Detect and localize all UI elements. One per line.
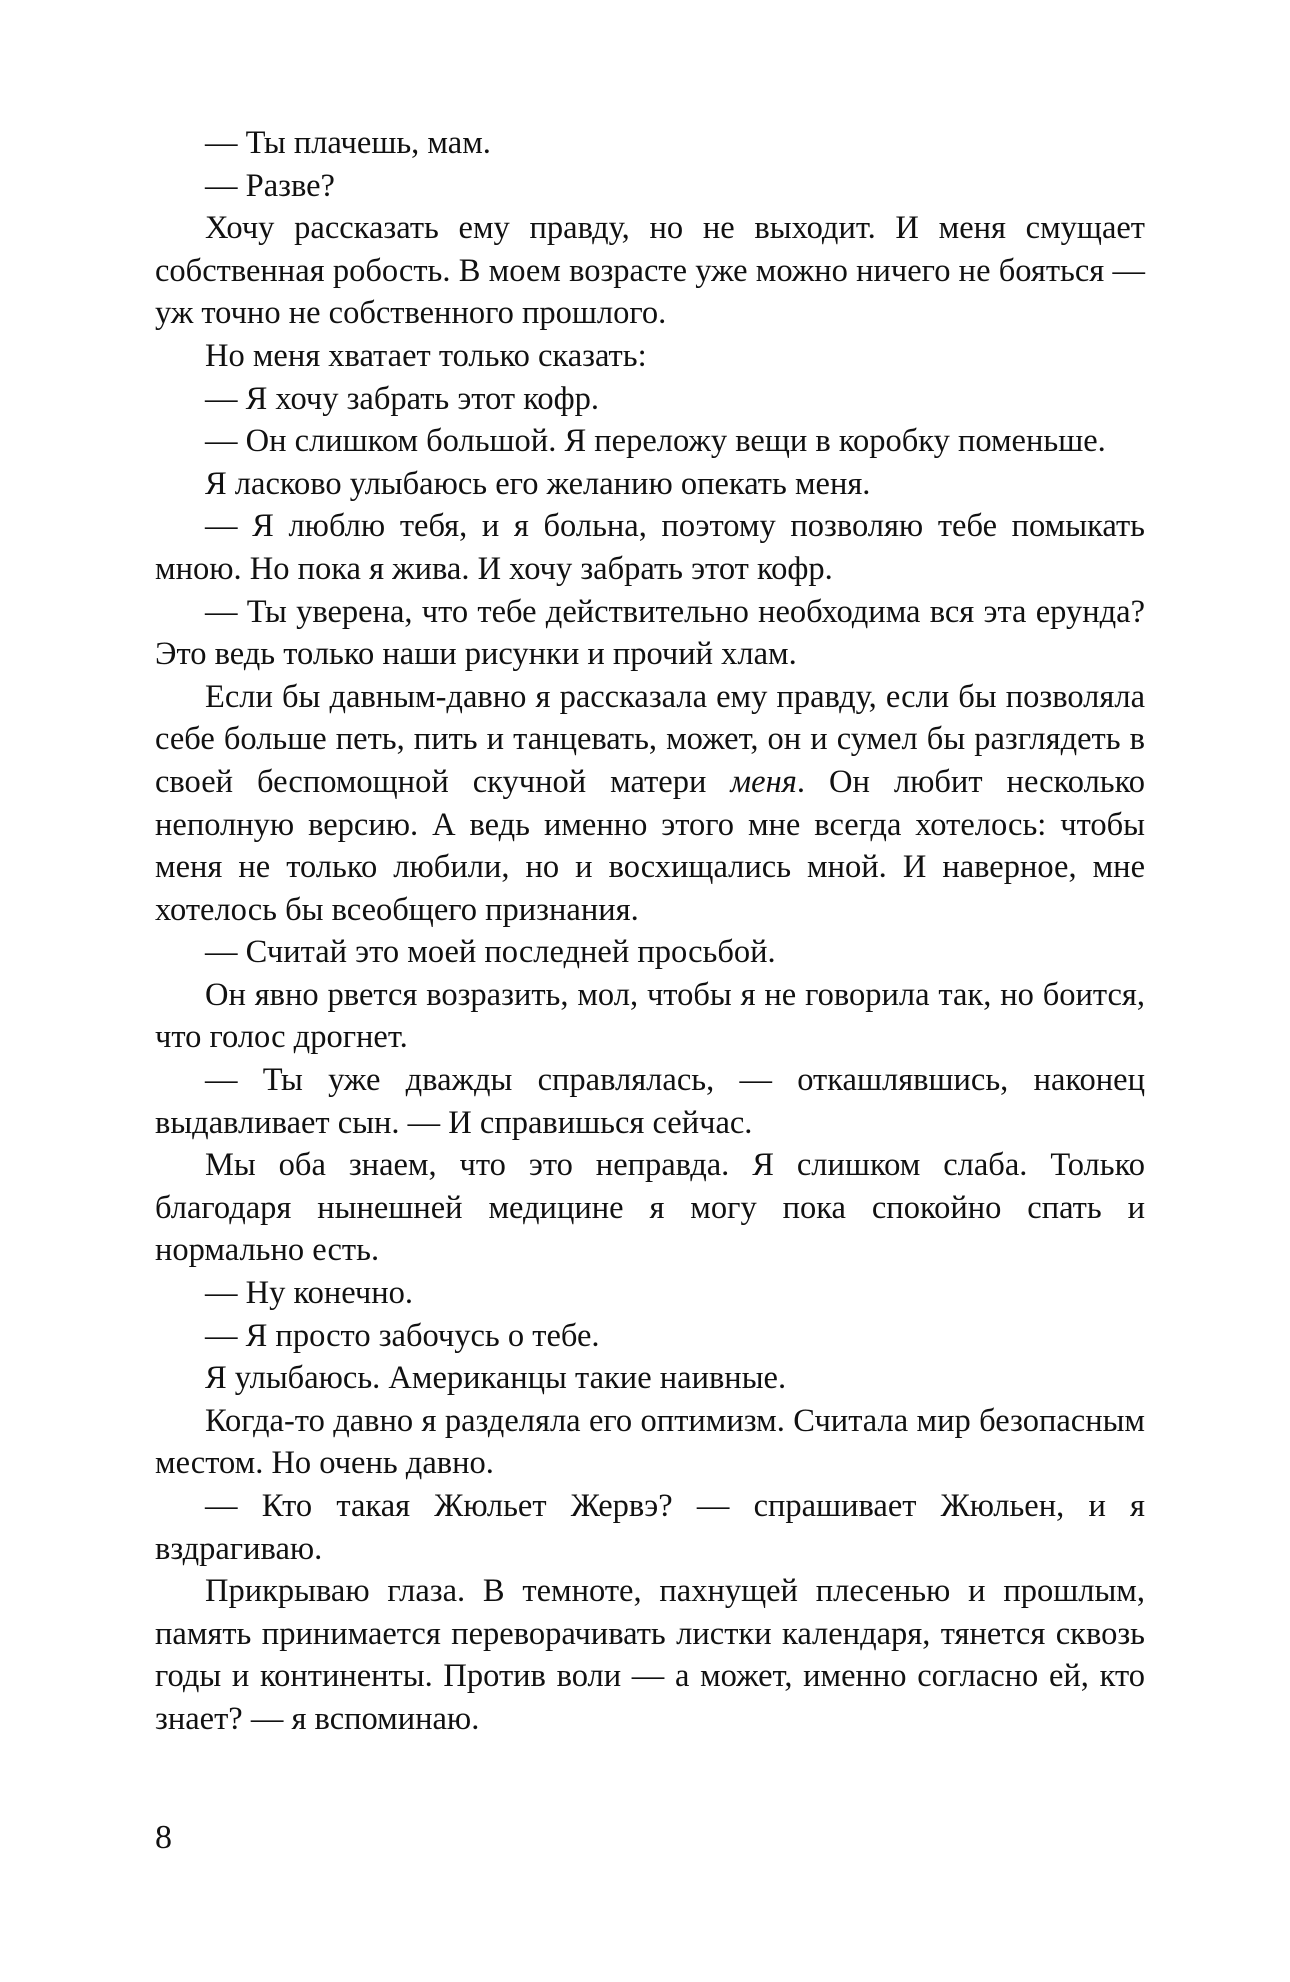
paragraph-4: Но меня хватает только сказать:: [205, 337, 647, 374]
paragraph-20: Прикрываю глаза. В темноте, пахнущей плесенью и прошлым, память принимается переворачивать листки календаря, тянется сквозь годы и континенты. Против воли — а может, именно согласно ей, кто знает? — я вспоминаю.: [155, 1573, 1145, 1737]
paragraph-18: Когда-то давно я разделяла его оптимизм. Считала мир безопасным местом. Но очень давно.: [155, 1402, 1145, 1482]
body-text: [155, 122, 1145, 1741]
paragraph-2: — Разве?: [205, 167, 335, 204]
paragraph-9: — Ты уверена, что тебе действительно необходима вся эта ерунда? Это ведь только наши рисунки и прочий хлам.: [155, 593, 1145, 673]
paragraph-14: Мы оба знаем, что это неправда. Я слишком слаба. Только благодаря нынешней медицине я могу пока спокойно спать и нормально есть.: [155, 1147, 1145, 1269]
paragraph-10-italic-word: меня: [730, 763, 797, 800]
paragraph-1: — Ты плачешь, мам.: [205, 125, 491, 161]
paragraph-5: — Я хочу забрать этот кофр.: [205, 380, 600, 417]
paragraph-3: Хочу рассказать ему правду, но не выходит. И меня смущает собственная робость. В моем возрасте уже можно ничего не бояться — уж точно не собственного прошлого.: [155, 210, 1145, 332]
paragraph-12: Он явно рвется возразить, мол, чтобы я не говорила так, но боится, что голос дрогнет.: [155, 976, 1145, 1056]
paragraph-11: — Считай это моей последней просьбой.: [205, 934, 776, 971]
paragraph-7: Я ласково улыбаюсь его желанию опекать меня.: [205, 465, 871, 502]
paragraph-10: [155, 676, 1145, 932]
paragraph-17: Я улыбаюсь. Американцы такие наивные.: [205, 1360, 787, 1397]
paragraph-10-text-before: Если бы давным-давно я рассказала ему правду, если бы позволяла себе больше петь, пить и танцевать, может, он и сумел бы разглядеть в своей беспомощной скучной матери: [155, 678, 1145, 800]
paragraph-10-text-after: . Он любит несколько неполную версию. А ведь именно этого мне всегда хотелось: чтобы меня не только любили, но и восхищались мной. И наверное, мне хотелось бы всеобщего признания.: [155, 763, 1146, 928]
paragraph-13: — Ты уже дважды справлялась, — откашлявшись, наконец выдавливает сын. — И справишься сейчас.: [155, 1062, 1145, 1141]
paragraph-6: — Он слишком большой. Я переложу вещи в коробку поменьше.: [205, 423, 1106, 460]
page-number: 8: [155, 1819, 172, 1856]
paragraph-8: — Я люблю тебя, и я больна, поэтому позволяю тебе помыкать мною. Но пока я жива. И хочу забрать этот кофр.: [155, 508, 1145, 587]
paragraph-16: — Я просто забочусь о тебе.: [205, 1317, 600, 1354]
paragraph-19: — Кто такая Жюльет Жервэ? — спрашивает Жюльен, и я вздрагиваю.: [155, 1488, 1145, 1567]
paragraph-15: — Ну конечно.: [205, 1275, 413, 1312]
